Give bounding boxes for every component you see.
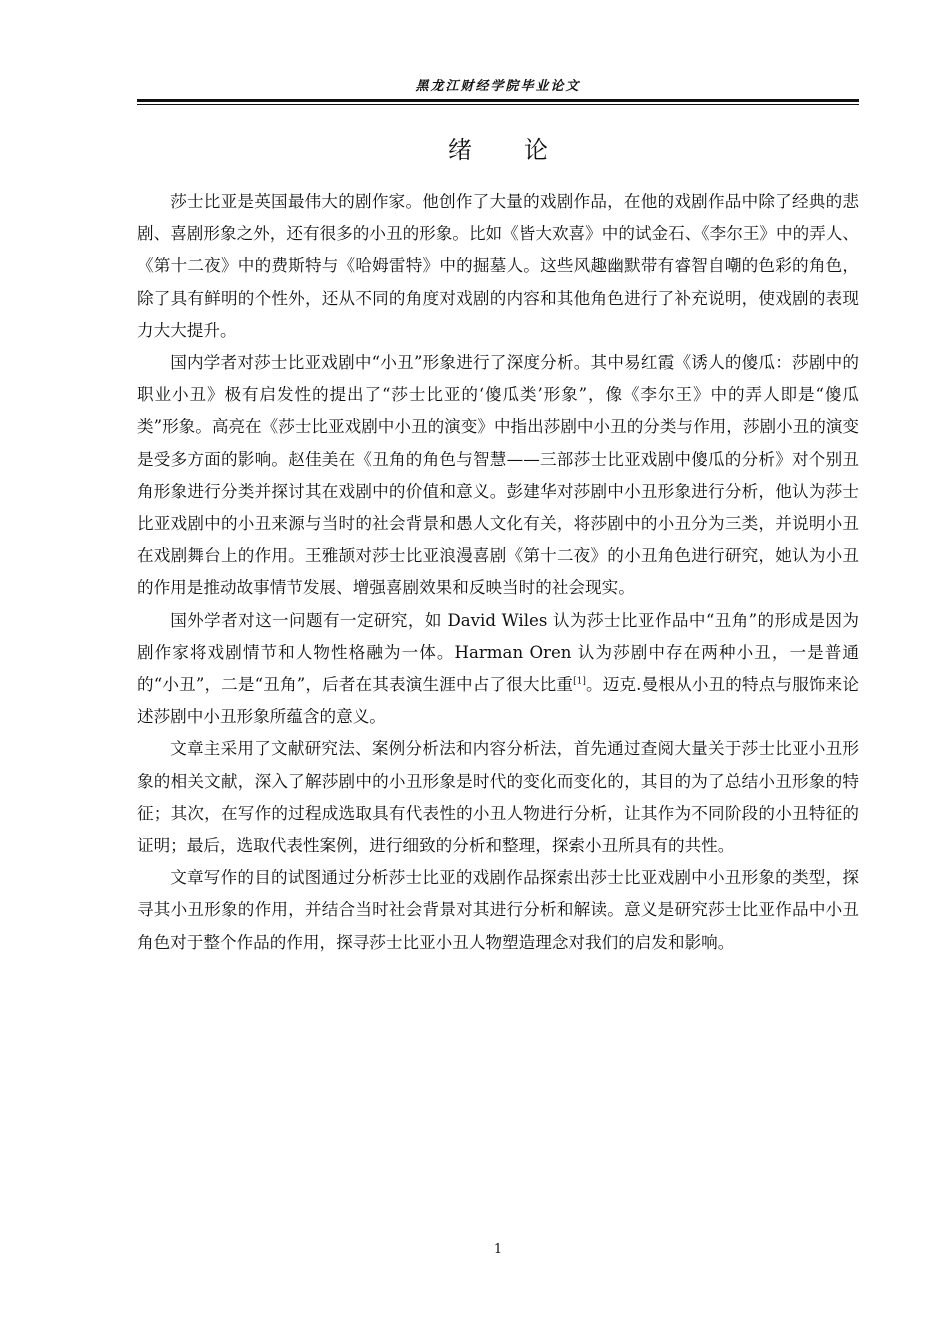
- paragraph-1: 莎士比亚是英国最伟大的剧作家。他创作了大量的戏剧作品，在他的戏剧作品中除了经典的悲剧、喜剧形象之外，还有很多的小丑的形象。比如《皆大欢喜》中的试金石、《李尔王》中的弄人、《第十二夜》中的费斯特与《哈姆雷特》中的掘墓人。这些风趣幽默带有睿智自嘲的色彩的角色，除了具有鲜明的个性外，还从不同的角度对戏剧的内容和其他角色进行了补充说明，使戏剧的表现力大大提升。: [137, 192, 859, 340]
- paragraph-3-text-end: 。迈克.曼根从小丑的特点与服饰来论述莎剧中小丑形象所蕴含的意义。: [137, 675, 859, 727]
- paragraph-4: 文章主采用了文献研究法、案例分析法和内容分析法，首先通过查阅大量关于莎士比亚小丑形象的相关文献，深入了解莎剧中的小丑形象是时代的变化而变化的，其目的为了总结小丑形象的特征；其次，在写作的过程成选取具有代表性的小丑人物进行分析，让其作为不同阶段的小丑特征的证明；最后，选取代表性案例，进行细致的分析和整理，探索小丑所具有的共性。: [137, 739, 859, 856]
- paragraph-3: [137, 605, 859, 734]
- header-rule-thin: [137, 104, 859, 105]
- header-rule-thick: [137, 99, 859, 102]
- paragraph-2: 国内学者对莎士比亚戏剧中“小丑”形象进行了深度分析。其中易红霞《诱人的傻瓜：莎剧中的职业小丑》极有启发性的提出了“莎士比亚的‘傻瓜类’形象”，像《李尔王》中的弄人即是“傻瓜类”形象。高亮在《莎士比亚戏剧中小丑的演变》中指出莎剧中小丑的分类与作用，莎剧小丑的演变是受多方面的影响。赵佳美在《丑角的角色与智慧——三部莎士比亚戏剧中傻瓜的分析》对个别丑角形象进行分类并探讨其在戏剧中的价值和意义。彭建华对莎剧中小丑形象进行分析，他认为莎士比亚戏剧中的小丑来源与当时的社会背景和愚人文化有关，将莎剧中的小丑分为三类，并说明小丑在戏剧舞台上的作用。王雅颉对莎士比亚浪漫喜剧《第十二夜》的小丑角色进行研究，她认为小丑的作用是推动故事情节发展、增强喜剧效果和反映当时的社会现实。: [137, 353, 860, 598]
- citation-ref: [1]: [573, 676, 586, 687]
- running-header: 黑龙江财经学院毕业论文: [415, 79, 581, 94]
- paragraph-3-text: 国外学者对这一问题有一定研究，如 David Wiles 认为莎士比亚作品中“丑角”的形成是因为剧作家将戏剧情节和人物性格融为一体。Harman Oren 认为莎剧中存在两种小丑，一是普通的“小丑”，二是“丑角”，后者在其表演生涯中占了很大比重: [137, 610, 859, 695]
- section-title: [137, 132, 859, 168]
- body-text: [137, 186, 859, 959]
- paragraph-5: 文章写作的目的试图通过分析莎士比亚的戏剧作品探索出莎士比亚戏剧中小丑形象的类型，探寻其小丑形象的作用，并结合当时社会背景对其进行分析和解读。意义是研究莎士比亚作品中小丑角色对于整个作品的作用，探寻莎士比亚小丑人物塑造理念对我们的启发和影响。: [137, 868, 859, 952]
- section-title-right: 论: [524, 136, 548, 164]
- section-title-left: 绪: [448, 136, 472, 164]
- page-number: 1: [493, 1242, 503, 1257]
